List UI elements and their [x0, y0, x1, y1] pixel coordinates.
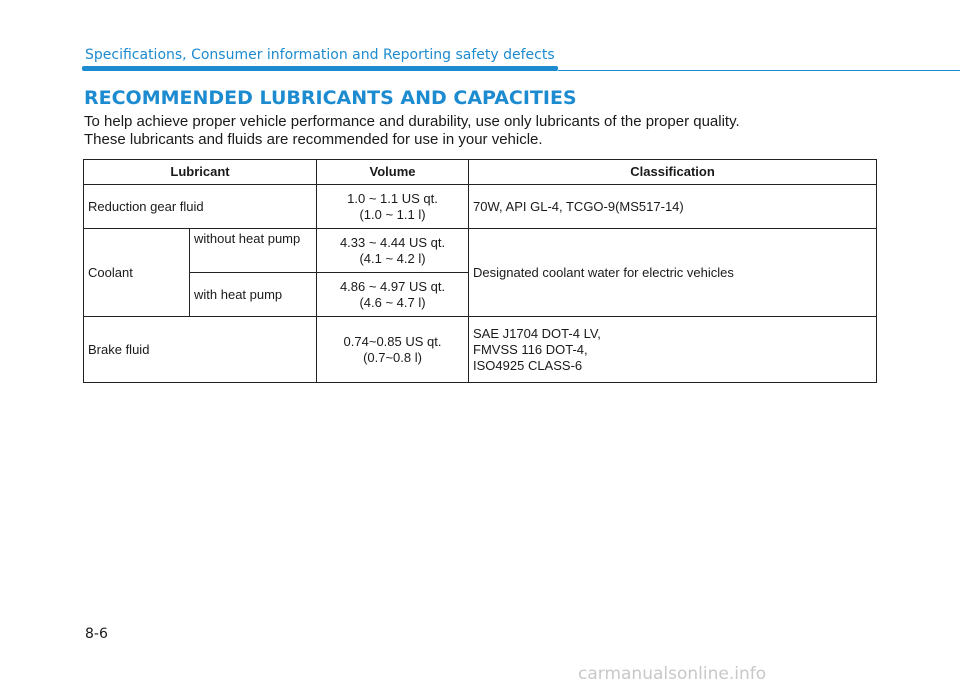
lubricants-table — [83, 159, 877, 383]
classification-line: Designated coolant water for electric vehicles — [473, 264, 734, 280]
section-header-bar — [82, 66, 558, 71]
volume-line: 4.33 ~ 4.44 US qt. — [339, 234, 446, 250]
volume-line: 4.86 ~ 4.97 US qt. — [339, 278, 446, 294]
variant-cell: with heat pump — [190, 273, 317, 317]
volume-cell — [317, 317, 469, 383]
volume-line: (4.1 ~ 4.2 l) — [359, 250, 426, 266]
lubricant-cell: Coolant — [84, 229, 190, 317]
section-header-title: Specifications, Consumer information and Reporting safety defects — [85, 47, 555, 63]
header-classification: Classification — [469, 160, 877, 185]
table-row — [84, 317, 877, 383]
lubricant-cell: Reduction gear fluid — [84, 185, 317, 229]
page-title: RECOMMENDED LUBRICANTS AND CAPACITIES — [84, 87, 577, 109]
volume-cell — [317, 185, 469, 229]
volume-cell — [317, 229, 469, 273]
classification-line: 70W, API GL-4, TCGO-9(MS517-14) — [473, 198, 684, 214]
volume-cell — [317, 273, 469, 317]
classification-line: ISO4925 CLASS-6 — [473, 357, 583, 373]
classification-cell — [469, 317, 877, 383]
watermark[interactable]: carmanualsonline.info — [578, 664, 767, 684]
table-header-row — [84, 160, 877, 185]
classification-line: SAE J1704 DOT-4 LV, — [473, 325, 601, 341]
classification-cell — [469, 229, 877, 317]
volume-line: 0.74~0.85 US qt. — [343, 333, 442, 349]
section-header-rule — [558, 70, 960, 71]
classification-cell — [469, 185, 877, 229]
volume-line: (4.6 ~ 4.7 l) — [359, 294, 426, 310]
header-volume: Volume — [317, 160, 469, 185]
variant-cell: without heat pump — [190, 229, 317, 273]
classification-line: FMVSS 116 DOT-4, — [473, 341, 588, 357]
lubricant-cell: Brake fluid — [84, 317, 317, 383]
intro-paragraph-1: To help achieve proper vehicle performance and durability, use only lubricants of the proper quality. — [84, 113, 740, 130]
volume-line: (1.0 ~ 1.1 l) — [359, 206, 426, 222]
volume-line: 1.0 ~ 1.1 US qt. — [347, 190, 438, 206]
page-number: 8-6 — [85, 626, 108, 642]
table-row — [84, 185, 877, 229]
intro-paragraph-2: These lubricants and fluids are recommended for use in your vehicle. — [84, 131, 543, 148]
header-lubricant: Lubricant — [84, 160, 317, 185]
table-row — [84, 229, 877, 273]
volume-line: (0.7~0.8 l) — [363, 349, 422, 365]
